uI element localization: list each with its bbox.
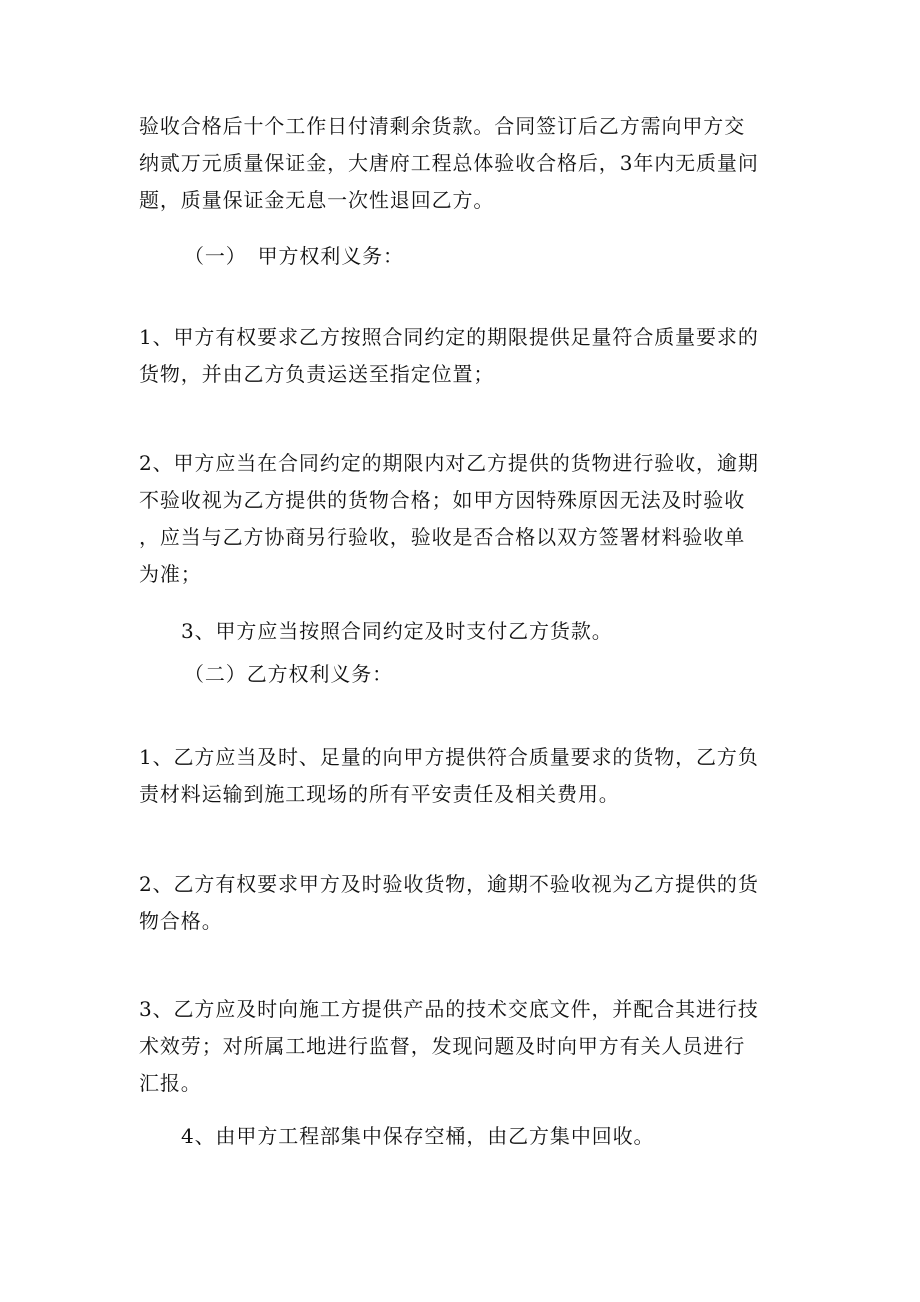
text-line: 货物，并由乙方负责运送至指定位置；	[139, 362, 495, 386]
party-a-item-2	[139, 445, 789, 593]
text-line: 验收合格后十个工作日付清剩余货款。合同签订后乙方需向甲方交	[139, 114, 746, 138]
party-b-item-1	[139, 739, 789, 813]
text-line: 3、乙方应及时向施工方提供产品的技术交底文件，并配合其进行技	[139, 997, 759, 1021]
party-b-rights-heading	[184, 656, 834, 693]
text-line: 3、甲方应当按照合同约定及时支付乙方货款。	[181, 619, 613, 643]
text-line: 纳贰万元质量保证金，大唐府工程总体验收合格后，3年内无质量问	[139, 151, 759, 175]
text-line: 题，质量保证金无息一次性退回乙方。	[139, 188, 495, 212]
text-line: 汇报。	[139, 1071, 202, 1095]
party-a-item-1	[139, 319, 789, 393]
party-a-item-3	[181, 613, 831, 650]
text-line: 责材料运输到施工现场的所有平安责任及相关费用。	[139, 782, 620, 806]
party-b-item-3	[139, 991, 789, 1102]
text-line: 2、甲方应当在合同约定的期限内对乙方提供的货物进行验收，逾期	[139, 451, 759, 475]
text-line: 不验收视为乙方提供的货物合格；如甲方因特殊原因无法及时验收	[139, 488, 746, 512]
text-line: 2、乙方有权要求甲方及时验收货物，逾期不验收视为乙方提供的货	[139, 872, 759, 896]
party-a-rights-heading	[184, 238, 834, 275]
text-line: 1、乙方应当及时、足量的向甲方提供符合质量要求的货物，乙方负	[139, 745, 759, 769]
party-b-item-2	[139, 866, 789, 940]
party-b-item-4	[181, 1118, 831, 1155]
text-line: ，应当与乙方协商另行验收，验收是否合格以双方签署材料验收单	[139, 525, 746, 549]
section-heading: （二）乙方权利义务：	[184, 662, 393, 686]
text-line: 为准；	[139, 562, 202, 586]
text-line: 1、甲方有权要求乙方按照合同约定的期限提供足量符合质量要求的	[139, 325, 759, 349]
text-line: 物合格。	[139, 909, 223, 933]
payment-terms-paragraph	[139, 108, 789, 219]
section-heading: （一） 甲方权利义务：	[184, 244, 404, 268]
text-line: 4、由甲方工程部集中保存空桶，由乙方集中回收。	[181, 1124, 655, 1148]
text-line: 术效劳；对所属工地进行监督，发现问题及时向甲方有关人员进行	[139, 1034, 746, 1058]
